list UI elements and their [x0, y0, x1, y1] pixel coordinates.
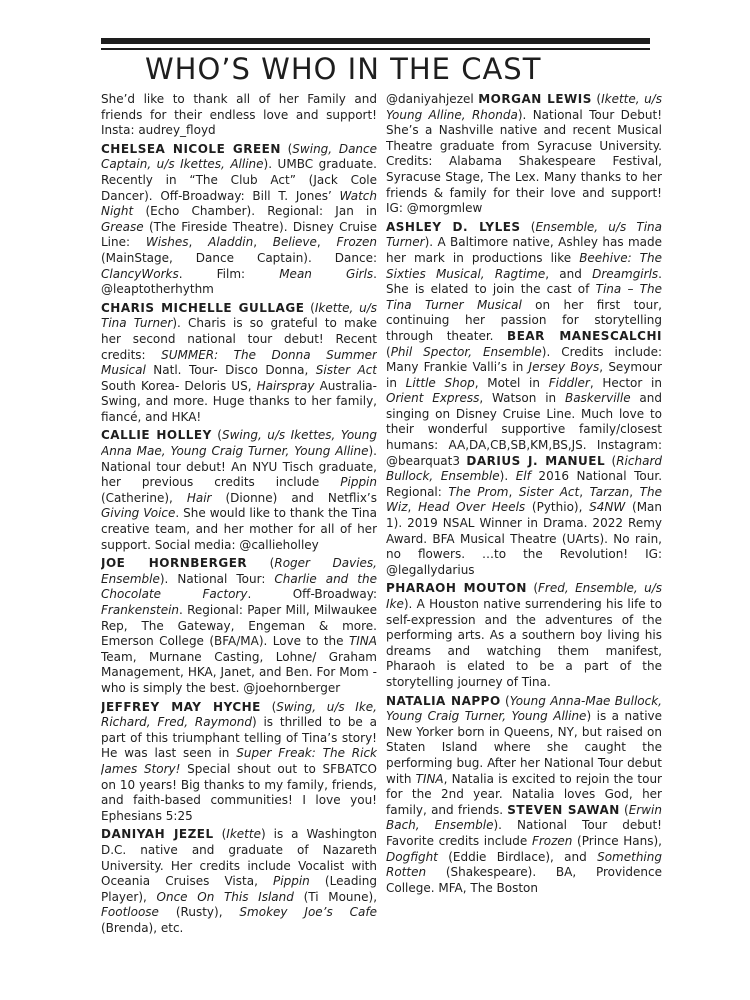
cast-name: DANIYAH JEZEL — [101, 827, 214, 842]
italic-text: Pippin — [273, 874, 310, 889]
italic-text: Beehive: The Sixties Musical, Ragtime — [386, 250, 662, 281]
cast-name: JOE HORNBERGER — [101, 556, 248, 571]
italic-text: Sister Act — [315, 363, 377, 378]
cast-name: MORGAN LEWIS — [478, 92, 592, 106]
bio-text: , and — [545, 266, 593, 281]
bio-text: , — [579, 484, 590, 499]
italic-text: Ensemble, u/s Tina Turner — [386, 219, 662, 250]
bio-text: , Watson in — [479, 391, 565, 406]
bio-text: . @leaptotherhythm — [101, 266, 377, 297]
italic-text: Richard Bullock, Ensemble — [386, 453, 662, 484]
bio-text: (MainStage, Dance Captain). Dance: — [101, 250, 377, 265]
italic-text: Sister Act — [518, 484, 580, 499]
italic-text: Fiddler — [548, 375, 590, 390]
bio-text: . Off-Broadway: — [247, 587, 377, 602]
italic-text: Frozen — [531, 833, 573, 848]
bio-text: ) is a Washington D.C. native and graduate of Nazareth University. Her credits include Vocalist with Oceania Cruises Vista, — [101, 827, 377, 889]
bio-text: (Ti Moune), — [293, 889, 377, 904]
bio-text: ). — [499, 469, 516, 484]
italic-text: Smokey Joe’s Cafe — [239, 905, 377, 920]
bio-text: ). Charis is so grateful to make her second national tour debut! Recent credits: — [101, 316, 377, 362]
cast-name: CHARIS MICHELLE GULLAGE — [101, 300, 305, 315]
cast-name: PHARAOH MOUTON — [386, 581, 527, 596]
italic-text: ClancyWorks — [101, 266, 179, 281]
italic-text: Head Over Heels — [418, 500, 526, 515]
cast-name: ASHLEY D. LYLES — [386, 219, 521, 234]
italic-text: Young Anna-Mae Bullock, Young Craig Turner, Young Alline — [386, 693, 662, 724]
bio-text: (Dionne) and Netflix’s — [211, 490, 377, 505]
italic-text: SUMMER: The Donna Summer Musical — [101, 347, 377, 378]
italic-text: Once On This Island — [156, 889, 294, 904]
bio-text: ( — [260, 699, 277, 714]
italic-text: Pippin — [340, 475, 377, 490]
bio-text: ). Credits include: Many Frankie Valli’s in — [386, 344, 662, 375]
cast-name: JEFFREY MAY HYCHE — [101, 699, 261, 714]
cast-name: CALLIE HOLLEY — [101, 428, 212, 443]
italic-text: Elf — [515, 469, 531, 484]
bio-text: @daniyahjezel — [386, 92, 479, 106]
bio-text: , Seymour in — [386, 360, 662, 390]
header-rule-thin — [101, 48, 650, 50]
cast-bio — [101, 428, 377, 553]
bio-text: ). National Tour: — [159, 571, 275, 586]
bio-text: , — [188, 235, 209, 250]
italic-text: Fred, Ensemble, u/s Ike — [386, 581, 662, 611]
header-rule-thick — [101, 38, 650, 44]
bio-text: 2016 National Tour. Regional: — [386, 469, 662, 499]
bio-text: ) is a native New Yorker born in Queens, NY, but raised on Staten Island where she caught the performing bug. After her National Tour debut with — [386, 709, 662, 786]
italic-text: Swing, u/s Ikettes, Young Anna Mae, Young Craig Turner, Young Alline — [101, 428, 377, 459]
bio-text: (Echo Chamber). Regional: Jan in — [133, 204, 377, 219]
bio-text: ( — [213, 827, 227, 842]
bio-text: and singing on Disney Cruise Line. Much love to their wonderful supportive family/closest humans: AA,DA,CB,SB,KM,BS,JS. Instagram: @bearquat3 — [386, 391, 662, 468]
bio-text: ( — [619, 802, 629, 817]
italic-text: Giving Voice — [101, 506, 176, 521]
bio-text: (Brenda), etc. — [101, 920, 184, 935]
column-right — [386, 92, 662, 962]
bio-text: She’d like to thank all of her Family and friends for their endless love and support! Insta: audrey_floyd — [101, 92, 377, 138]
italic-text: Frozen — [336, 235, 377, 250]
cast-bio — [101, 142, 377, 298]
bio-text: , — [629, 484, 640, 499]
bio-text: . Regional: Paper Mill, Milwaukee Rep, The Gateway, Engeman & more. Emerson College (BFA/MA). Love to the — [101, 603, 377, 649]
bio-text: ( — [605, 453, 617, 468]
bio-text: . She is elated to join the cast of — [386, 266, 662, 297]
cast-name: BEAR MANESCALCHI — [507, 328, 662, 343]
italic-text: Dreamgirls — [592, 266, 659, 281]
bio-text: , — [316, 235, 337, 250]
cast-bio — [101, 827, 377, 936]
bio-text: , Natalia is excited to rejoin the tour for the 2nd year. Natalia loves God, her family, and friends. — [386, 771, 662, 817]
cast-bio — [386, 220, 662, 579]
bio-text: Natl. Tour- Disco Donna, — [145, 363, 316, 378]
cast-bio — [101, 301, 377, 426]
italic-text: Hair — [186, 490, 212, 505]
bio-text: (Catherine), — [101, 490, 187, 505]
italic-text: TINA — [348, 634, 377, 649]
bio-text: . Film: — [178, 266, 280, 281]
bio-text: ). National Tour debut! Favorite credits include — [386, 818, 662, 848]
cast-name: DARIUS J. MANUEL — [466, 453, 606, 468]
italic-text: Dogfight — [386, 849, 438, 864]
italic-text: Super Freak: The Rick James Story! — [101, 746, 377, 776]
italic-text: Orient Express — [386, 391, 480, 406]
bio-text: Team, Murnane Casting, Lohne/ Graham Management, HKA, Janet, and Ben. For Mom - who is simply the best. @joehornberger — [101, 649, 377, 695]
bio-text: , — [407, 500, 419, 515]
italic-text: Little Shop — [405, 375, 475, 390]
italic-text: Swing, u/s Ike, Richard, Fred, Raymond — [101, 699, 377, 730]
bio-text: ( — [280, 141, 293, 156]
italic-text: Believe — [272, 235, 317, 250]
bio-text: (Pythio), — [525, 500, 590, 515]
italic-text: Phil Spector, Ensemble — [390, 344, 542, 359]
italic-text: Something Rotten — [386, 849, 662, 880]
italic-text: Ikette, u/s Tina Turner — [101, 300, 377, 331]
bio-text: ). National Tour Debut! She’s a Nashville native and recent Musical Theatre graduate from Syracuse University. Credits: Alabama Shakespeare Festival, Syracuse Stage, The Lex. Many thanks to her friends & family for their love and support! IG: @morgmlew — [386, 107, 662, 216]
column-left — [101, 92, 377, 962]
italic-text: Tarzan — [589, 484, 630, 499]
italic-text: Footloose — [101, 905, 159, 920]
italic-text: The Prom — [448, 484, 509, 499]
bio-text: , — [508, 484, 519, 499]
italic-text: Watch Night — [101, 188, 377, 219]
bio-text: on her first tour, continuing her passion for storytelling through theater. — [386, 297, 662, 343]
bio-text: ( — [500, 693, 510, 708]
cast-bio — [101, 700, 377, 825]
italic-text: Swing, Dance Captain, u/s Ikettes, Alline — [101, 141, 377, 172]
italic-text: Erwin Bach, Ensemble — [386, 802, 662, 833]
italic-text: Tina – The Tina Turner Musical — [386, 282, 662, 312]
italic-text: S4NW — [589, 500, 626, 515]
cast-bio — [101, 92, 377, 139]
bio-text: ). A Baltimore native, Ashley has made her mark in productions like — [386, 235, 662, 265]
page-title: WHO’S WHO IN THE CAST — [145, 52, 542, 86]
bio-text: South Korea- Deloris US, — [101, 378, 257, 393]
bio-text: (Rusty), — [158, 905, 240, 920]
cast-name: NATALIA NAPPO — [386, 693, 501, 708]
bio-text: , Hector in — [589, 375, 662, 390]
bio-text: ( — [591, 92, 602, 106]
cast-bio — [386, 581, 662, 690]
bio-text: (The Fireside Theatre). Disney Cruise Line: — [101, 219, 377, 250]
bio-text: Special shout out to SFBATCO on 10 years! Big thanks to my family, friends, and faith-based communities! I love you! Ephesians 5:25 — [101, 761, 377, 823]
bio-text: Australia- Swing, and more. Huge thanks to her family, fiancé, and HKA! — [101, 378, 377, 424]
bio-text: (Eddie Birdlace), and — [437, 849, 598, 864]
italic-text: Wishes — [145, 235, 189, 250]
cast-name: CHELSEA NICOLE GREEN — [101, 141, 281, 156]
bio-text: ) is thrilled to be a part of this triumphant telling of Tina’s story! He was last seen in — [101, 715, 377, 761]
italic-text: Jersey Boys — [528, 360, 600, 375]
bio-text: ( — [386, 344, 391, 359]
italic-text: Ikette, u/s Young Alline, Rhonda — [386, 92, 662, 122]
bio-text: ( — [247, 556, 275, 571]
cast-bio — [386, 694, 662, 897]
bio-text: , Motel in — [474, 375, 549, 390]
bio-text: (Shakespeare). BA, Providence College. MFA, The Boston — [386, 865, 662, 895]
cast-name: STEVEN SAWAN — [507, 802, 620, 817]
bio-text: (Man 1). 2019 NSAL Winner in Drama. 2022 Remy Award. BFA Musical Theatre (UArts). No rain, no flowers. …to the Revolution! IG: @legallydarius — [386, 500, 662, 577]
italic-text: Frankenstein — [101, 603, 180, 617]
italic-text: Baskerville — [565, 391, 631, 406]
italic-text: Hairspray — [256, 378, 315, 393]
italic-text: TINA — [415, 771, 444, 786]
italic-text: The Wiz — [386, 484, 662, 515]
bio-text: ). UMBC graduate. Recently in “The Club Act” (Jack Cole Dancer). Off-Broadway: Bill T. Jones’ — [101, 157, 377, 203]
bio-text: . She would like to thank the Tina creative team, and her mother for all of her support. Social media: @callieholley — [101, 506, 377, 552]
italic-text: Aladdin — [208, 235, 254, 250]
bio-text: , — [253, 235, 273, 250]
bio-text: (Leading Player), — [101, 874, 377, 904]
cast-bio — [101, 556, 377, 696]
bio-text: ). National tour debut! An NYU Tisch graduate, her previous credits include — [101, 444, 377, 490]
italic-text: Charlie and the Chocolate Factory — [101, 571, 377, 602]
italic-text: Mean Girls — [279, 266, 374, 281]
bio-text: ( — [526, 581, 539, 596]
bio-text: ( — [304, 300, 315, 315]
bio-text: ). A Houston native surrendering his life to self-expression and the adventures of the performing arts. As a southern boy living his dreams and watching them manifest, Pharaoh is elated to be a part of the storytelling journey of Tina. — [386, 597, 662, 689]
italic-text: Ikette — [226, 827, 261, 842]
italic-text: Roger Davies, Ensemble — [101, 556, 377, 586]
cast-bio — [386, 92, 662, 217]
bio-text: ( — [520, 219, 536, 234]
bio-text: ( — [211, 428, 222, 443]
italic-text: Grease — [101, 219, 144, 234]
bio-text: (Prince Hans), — [572, 833, 662, 848]
